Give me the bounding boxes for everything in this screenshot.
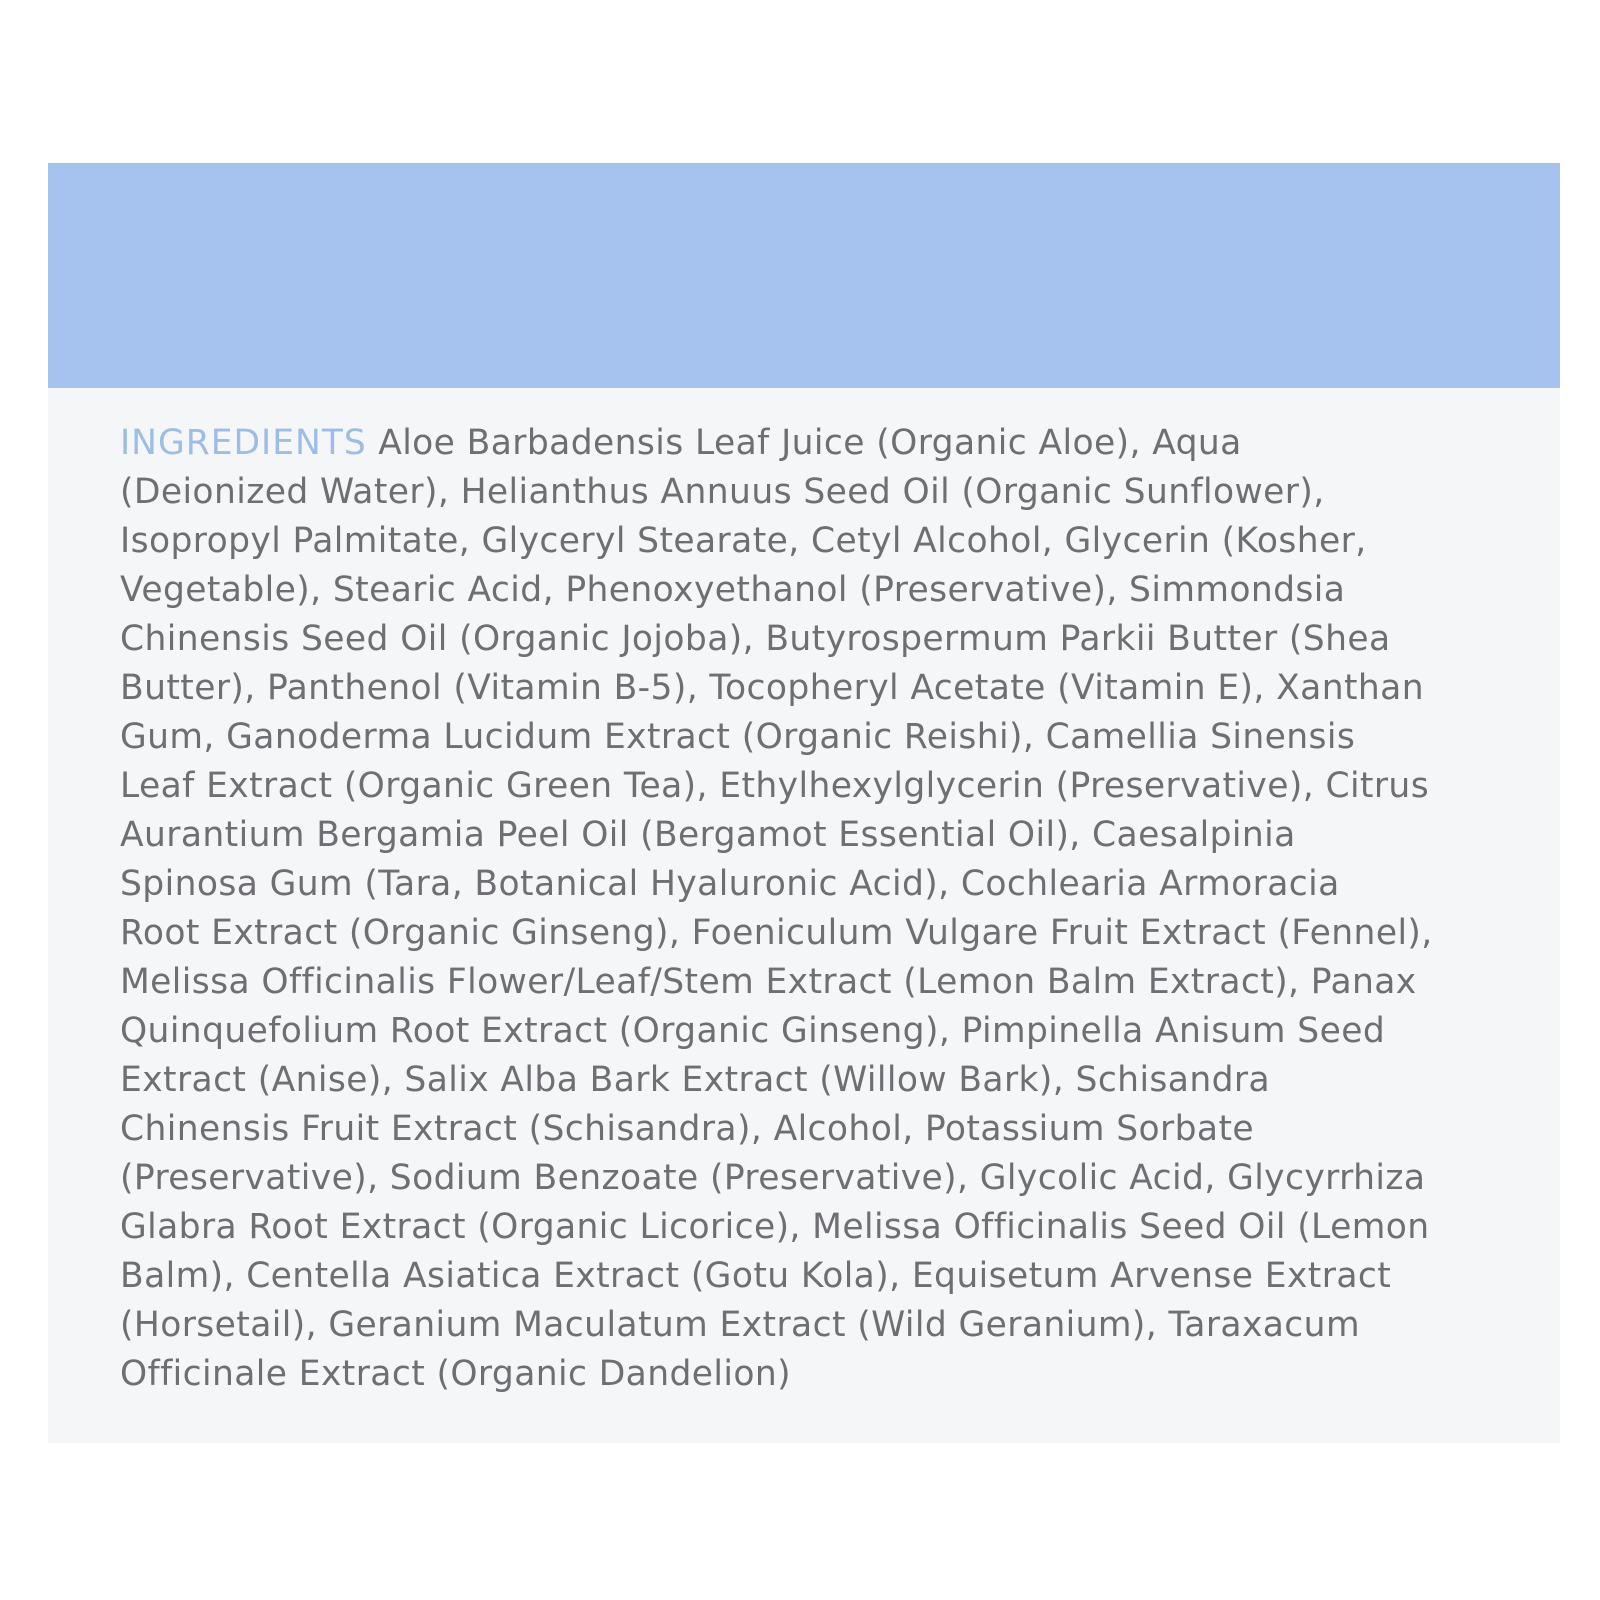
- ingredients-line: Spinosa Gum (Tara, Botanical Hyaluronic Acid), Cochlearia Armoracia: [120, 864, 1340, 904]
- ingredients-line: Chinensis Fruit Extract (Schisandra), Alcohol, Potassium Sorbate: [120, 1109, 1255, 1149]
- ingredients-line: Isopropyl Palmitate, Glyceryl Stearate, Cetyl Alcohol, Glycerin (Kosher,: [120, 521, 1367, 561]
- ingredients-line-text: Aloe Barbadensis Leaf Juice (Organic Aloe), Aqua: [378, 423, 1242, 463]
- ingredients-heading: INGREDIENTS: [120, 423, 367, 463]
- label-panel: [48, 163, 1560, 1443]
- ingredients-line: Glabra Root Extract (Organic Licorice), Melissa Officinalis Seed Oil (Lemon: [120, 1207, 1430, 1247]
- ingredients-line: Butter), Panthenol (Vitamin B-5), Tocopheryl Acetate (Vitamin E), Xanthan: [120, 668, 1424, 708]
- ingredients-line: [120, 419, 1536, 468]
- ingredients-line: (Preservative), Sodium Benzoate (Preservative), Glycolic Acid, Glycyrrhiza: [120, 1158, 1426, 1198]
- ingredients-line: Balm), Centella Asiatica Extract (Gotu Kola), Equisetum Arvense Extract: [120, 1256, 1392, 1296]
- ingredients-line: Root Extract (Organic Ginseng), Foeniculum Vulgare Fruit Extract (Fennel),: [120, 913, 1433, 953]
- blue-header-band: [48, 163, 1560, 388]
- ingredients-line: Leaf Extract (Organic Green Tea), Ethylhexylglycerin (Preservative), Citrus: [120, 766, 1430, 806]
- ingredients-line: Gum, Ganoderma Lucidum Extract (Organic Reishi), Camellia Sinensis: [120, 717, 1356, 757]
- ingredients-line: Officinale Extract (Organic Dandelion): [120, 1354, 792, 1394]
- ingredients-line: Chinensis Seed Oil (Organic Jojoba), Butyrospermum Parkii Butter (Shea: [120, 619, 1391, 659]
- ingredients-line: Quinquefolium Root Extract (Organic Ginseng), Pimpinella Anisum Seed: [120, 1011, 1386, 1051]
- ingredients-line: Melissa Officinalis Flower/Leaf/Stem Extract (Lemon Balm Extract), Panax: [120, 962, 1417, 1002]
- ingredients-line: (Horsetail), Geranium Maculatum Extract (Wild Geranium), Taraxacum: [120, 1305, 1360, 1345]
- ingredients-line: Extract (Anise), Salix Alba Bark Extract (Willow Bark), Schisandra: [120, 1060, 1271, 1100]
- ingredients-line: (Deionized Water), Helianthus Annuus Seed Oil (Organic Sunflower),: [120, 472, 1325, 512]
- ingredients-text: [120, 419, 1536, 1399]
- ingredients-line: Aurantium Bergamia Peel Oil (Bergamot Essential Oil), Caesalpinia: [120, 815, 1296, 855]
- ingredients-line: Vegetable), Stearic Acid, Phenoxyethanol (Preservative), Simmondsia: [120, 570, 1346, 610]
